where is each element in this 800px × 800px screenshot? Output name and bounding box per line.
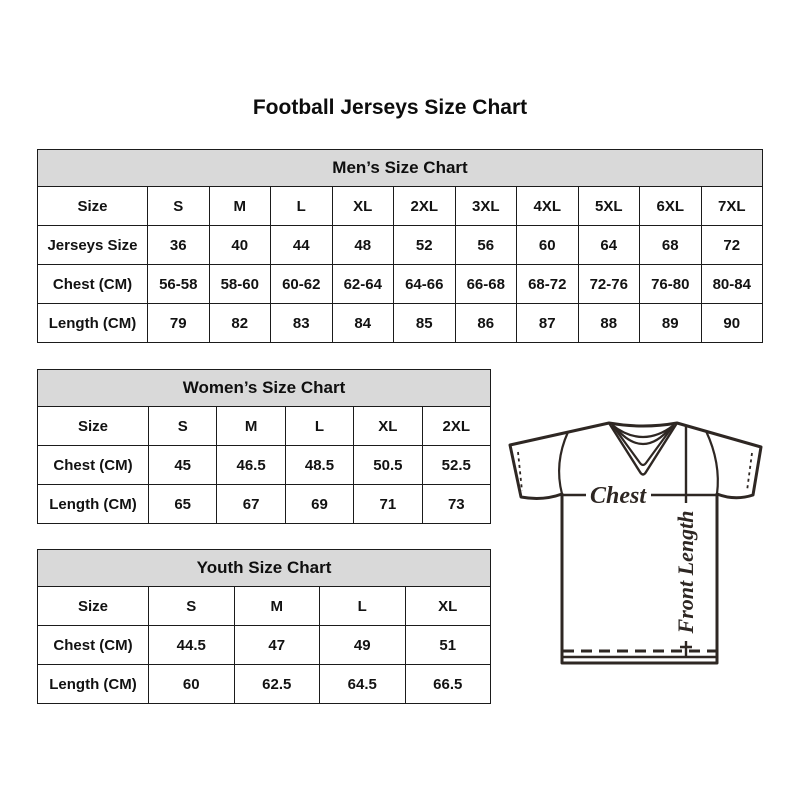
womens-chart-caption: Women’s Size Chart	[38, 370, 491, 407]
table-row	[38, 407, 491, 446]
data-cell: 60	[149, 665, 235, 704]
youth-table-body	[38, 587, 491, 704]
data-cell: XL	[405, 587, 491, 626]
data-cell: 6XL	[640, 187, 702, 226]
chest-measure-label: Chest	[589, 483, 647, 509]
table-row	[38, 226, 763, 265]
data-cell: 64	[578, 226, 640, 265]
mens-chart-caption: Men’s Size Chart	[38, 150, 763, 187]
data-cell: S	[149, 407, 217, 446]
data-cell: L	[271, 187, 333, 226]
data-cell: 46.5	[217, 446, 285, 485]
data-cell: 56-58	[148, 265, 210, 304]
data-cell: 66-68	[455, 265, 517, 304]
table-row	[38, 587, 491, 626]
data-cell: 83	[271, 304, 333, 343]
data-cell: 2XL	[394, 187, 456, 226]
data-cell: 48.5	[285, 446, 353, 485]
data-cell: 85	[394, 304, 456, 343]
data-cell: M	[209, 187, 271, 226]
data-cell: 88	[578, 304, 640, 343]
row-header-cell: Size	[38, 587, 149, 626]
data-cell: 64.5	[320, 665, 406, 704]
data-cell: 89	[640, 304, 702, 343]
jersey-outline	[510, 423, 761, 663]
data-cell: 44.5	[149, 626, 235, 665]
data-cell: 3XL	[455, 187, 517, 226]
data-cell: 52.5	[422, 446, 490, 485]
table-row	[38, 187, 763, 226]
data-cell: 49	[320, 626, 406, 665]
data-cell: 72	[701, 226, 763, 265]
table-row	[38, 446, 491, 485]
data-cell: L	[320, 587, 406, 626]
row-header-cell: Chest (CM)	[38, 265, 148, 304]
jersey-measurement-diagram-icon	[505, 415, 770, 667]
data-cell: 82	[209, 304, 271, 343]
table-header-row	[38, 370, 491, 407]
data-cell: 64-66	[394, 265, 456, 304]
youth-size-table	[37, 549, 491, 704]
data-cell: 2XL	[422, 407, 490, 446]
data-cell: 86	[455, 304, 517, 343]
mens-size-table	[37, 149, 763, 343]
table-row	[38, 304, 763, 343]
data-cell: 73	[422, 485, 490, 524]
data-cell: 51	[405, 626, 491, 665]
data-cell: 69	[285, 485, 353, 524]
data-cell: 4XL	[517, 187, 579, 226]
data-cell: 65	[149, 485, 217, 524]
data-cell: 84	[332, 304, 394, 343]
table-row	[38, 265, 763, 304]
row-header-cell: Size	[38, 187, 148, 226]
data-cell: 66.5	[405, 665, 491, 704]
row-header-cell: Jerseys Size	[38, 226, 148, 265]
data-cell: 79	[148, 304, 210, 343]
data-cell: 90	[701, 304, 763, 343]
data-cell: 87	[517, 304, 579, 343]
front-length-measure-label: Front Length	[673, 510, 698, 634]
row-header-cell: Length (CM)	[38, 665, 149, 704]
data-cell: 76-80	[640, 265, 702, 304]
data-cell: L	[285, 407, 353, 446]
data-cell: 71	[354, 485, 422, 524]
mens-table-body	[38, 187, 763, 343]
data-cell: 62-64	[332, 265, 394, 304]
data-cell: 52	[394, 226, 456, 265]
womens-size-table	[37, 369, 491, 524]
data-cell: 80-84	[701, 265, 763, 304]
youth-chart-caption: Youth Size Chart	[38, 550, 491, 587]
data-cell: 50.5	[354, 446, 422, 485]
data-cell: 36	[148, 226, 210, 265]
row-header-cell: Size	[38, 407, 149, 446]
data-cell: 44	[271, 226, 333, 265]
data-cell: XL	[332, 187, 394, 226]
data-cell: M	[234, 587, 320, 626]
row-header-cell: Length (CM)	[38, 304, 148, 343]
data-cell: XL	[354, 407, 422, 446]
data-cell: 40	[209, 226, 271, 265]
data-cell: 45	[149, 446, 217, 485]
table-row	[38, 665, 491, 704]
womens-table-body	[38, 407, 491, 524]
row-header-cell: Chest (CM)	[38, 626, 149, 665]
row-header-cell: Chest (CM)	[38, 446, 149, 485]
table-row	[38, 626, 491, 665]
data-cell: 60-62	[271, 265, 333, 304]
data-cell: 56	[455, 226, 517, 265]
data-cell: 5XL	[578, 187, 640, 226]
row-header-cell: Length (CM)	[38, 485, 149, 524]
data-cell: 68	[640, 226, 702, 265]
table-header-row	[38, 150, 763, 187]
data-cell: 67	[217, 485, 285, 524]
data-cell: 58-60	[209, 265, 271, 304]
data-cell: 62.5	[234, 665, 320, 704]
data-cell: 68-72	[517, 265, 579, 304]
data-cell: M	[217, 407, 285, 446]
data-cell: 48	[332, 226, 394, 265]
data-cell: S	[149, 587, 235, 626]
table-header-row	[38, 550, 491, 587]
data-cell: 72-76	[578, 265, 640, 304]
table-row	[38, 485, 491, 524]
page-title: Football Jerseys Size Chart	[252, 96, 528, 119]
data-cell: S	[148, 187, 210, 226]
data-cell: 47	[234, 626, 320, 665]
data-cell: 7XL	[701, 187, 763, 226]
data-cell: 60	[517, 226, 579, 265]
